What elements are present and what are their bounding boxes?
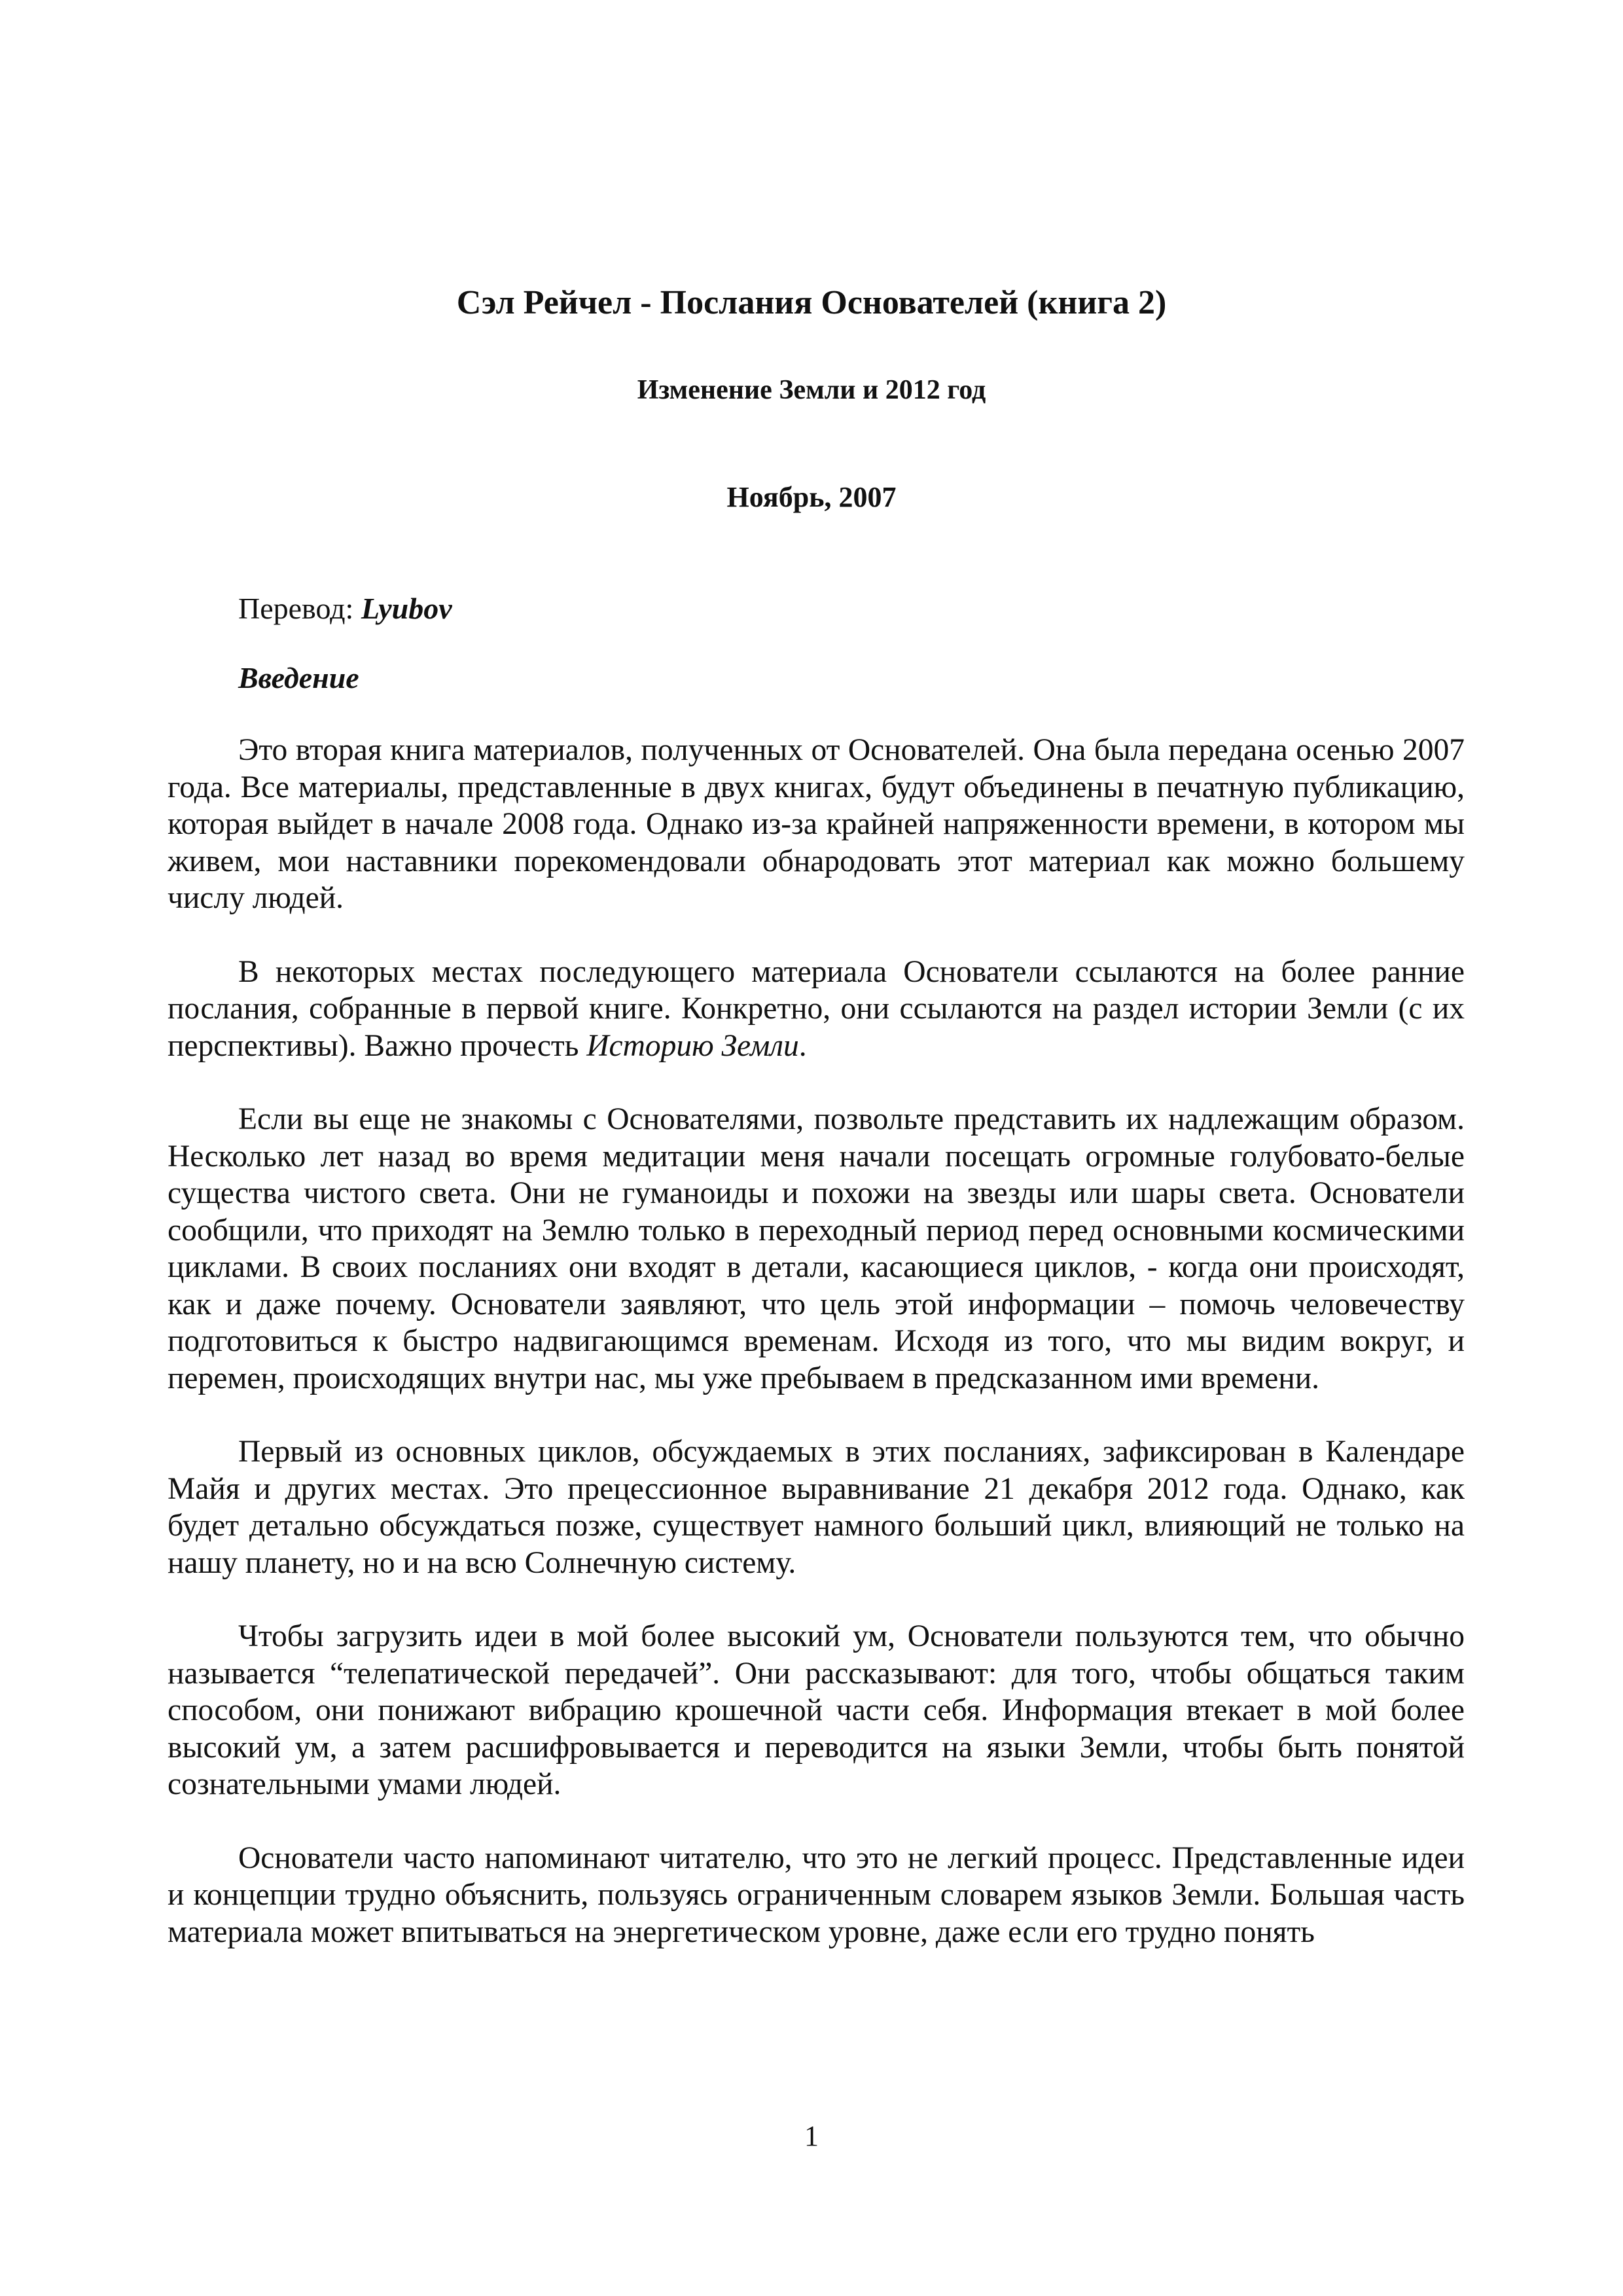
translator-name: Lyubov (361, 592, 452, 625)
paragraph-6: Основатели часто напоминают читателю, что это не легкий процесс. Представленные идеи и концепции трудно объяснить, пользуясь ограниченным словарем языков Земли. Большая часть материала может впитываться на энергетическом уровне, даже если его трудно понять (168, 1840, 1465, 1949)
earth-history-reference: Историю Земли (586, 1028, 799, 1063)
body-text (168, 732, 1465, 1987)
document-subtitle: Изменение Земли и 2012 год (637, 375, 986, 405)
document-title: Сэл Рейчел - Послания Основателей (книга 2) (456, 284, 1167, 321)
document-date: Ноябрь, 2007 (726, 481, 897, 513)
paragraph-2 (168, 954, 1465, 1065)
paragraph-2-end: . (798, 1028, 807, 1063)
paragraph-1: Это вторая книга материалов, полученных от Основателей. Она была передана осенью 2007 года. Все материалы, представленные в двух книгах, будут объединены в печатную публикацию, которая выйдет в начале 2008 года. Однако из-за крайней напряженности времени, в котором мы живем, мои наставники порекомендовали обнародовать этот материал как можно большему числу людей. (168, 733, 1465, 915)
intro-heading: Введение (238, 661, 359, 694)
paragraph-2-text: В некоторых местах последующего материала Основатели ссылаются на более ранние послания, собранные в первой книге. Конкретно, они ссылаются на раздел истории Земли (с их перспективы). Важно прочесть (168, 954, 1465, 1063)
page-number: 1 (804, 2120, 819, 2152)
translator-line (238, 589, 452, 628)
paragraph-5: Чтобы загрузить идеи в мой более высокий ум, Основатели пользуются тем, что обычно называется “телепатической передачей”. Они рассказывают: для того, чтобы общаться таким способом, они понижают вибрацию крошечной части себя. Информация втекает в мой более высокий ум, а затем расшифровывается и переводится на языки Земли, чтобы быть понятой сознательными умами людей. (168, 1619, 1465, 1801)
paragraph-4: Первый из основных циклов, обсуждаемых в этих посланиях, зафиксирован в Календаре Майя и других местах. Это прецессионное выравнивание 21 декабря 2012 года. Однако, как будет детально обсуждаться позже, существует намного больший цикл, влияющий не только на нашу планету, но и на всю Солнечную систему. (168, 1435, 1465, 1580)
paragraph-3: Если вы еще не знакомы с Основателями, позвольте представить их надлежащим образом. Несколько лет назад во время медитации меня начали посещать огромные голубовато-белые существа чистого света. Они не гуманоиды и похожи на звезды или шары света. Основатели сообщили, что приходят на Землю только в переходный период перед основными космическими циклами. В своих посланиях они входят в детали, касающиеся циклов, - когда они происходят, как и даже почему. Основатели заявляют, что цель этой информации – помочь человечеству подготовиться к быстро надвигающимся временам. Исходя из того, что мы видим вокруг, и перемен, происходящих внутри нас, мы уже пребываем в предсказанном ими времени. (168, 1102, 1465, 1395)
translator-label: Перевод: (238, 592, 361, 625)
